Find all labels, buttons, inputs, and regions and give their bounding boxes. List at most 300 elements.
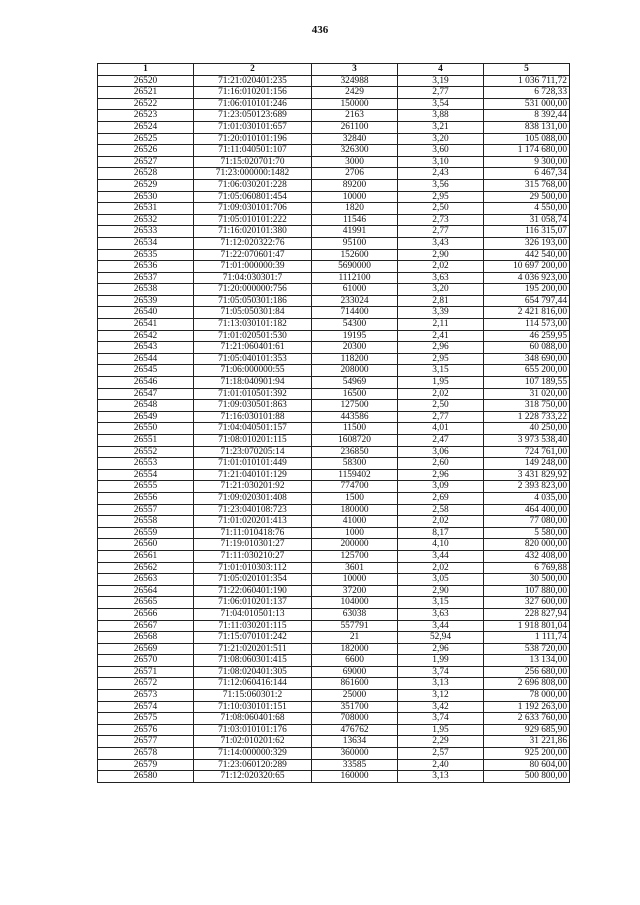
table-row: [98, 272, 570, 284]
cell-col-2: 71:08:020401:305: [194, 666, 312, 678]
cell-col-3: 54300: [312, 319, 398, 331]
cell-col-4: 8,17: [398, 527, 484, 539]
data-table: [97, 63, 570, 783]
cell-col-4: 2,95: [398, 191, 484, 203]
cell-col-5: 149 248,00: [484, 458, 570, 470]
cell-col-3: 5690000: [312, 261, 398, 273]
cell-col-4: 2,11: [398, 319, 484, 331]
cell-col-1: 26528: [98, 168, 194, 180]
cell-col-5: 820 000,00: [484, 539, 570, 551]
cell-col-4: 3,60: [398, 145, 484, 157]
page-number: 436: [311, 24, 329, 36]
cell-col-4: 2,95: [398, 353, 484, 365]
cell-col-1: 26548: [98, 400, 194, 412]
cell-col-2: 71:11:030201:115: [194, 620, 312, 632]
cell-col-5: 3 973 538,40: [484, 435, 570, 447]
cell-col-4: 3,21: [398, 121, 484, 133]
cell-col-5: 318 750,00: [484, 400, 570, 412]
cell-col-2: 71:01:010101:449: [194, 458, 312, 470]
cell-col-1: 26572: [98, 678, 194, 690]
cell-col-2: 71:05:020101:354: [194, 574, 312, 586]
cell-col-4: 2,41: [398, 330, 484, 342]
cell-col-3: 69000: [312, 666, 398, 678]
cell-col-4: 3,63: [398, 272, 484, 284]
cell-col-1: 26542: [98, 330, 194, 342]
cell-col-1: 26575: [98, 713, 194, 725]
table-row: [98, 539, 570, 551]
cell-col-3: 41991: [312, 226, 398, 238]
table-row: [98, 771, 570, 783]
cell-col-4: 3,39: [398, 307, 484, 319]
cell-col-5: 114 573,00: [484, 319, 570, 331]
cell-col-5: 2 393 823,00: [484, 481, 570, 493]
header-row: [98, 64, 570, 76]
cell-col-1: 26549: [98, 411, 194, 423]
cell-col-1: 26531: [98, 203, 194, 215]
cell-col-4: 2,47: [398, 435, 484, 447]
cell-col-2: 71:12:020320:65: [194, 771, 312, 783]
cell-col-1: 26559: [98, 527, 194, 539]
cell-col-1: 26566: [98, 608, 194, 620]
cell-col-3: 11546: [312, 214, 398, 226]
cell-col-4: 3,12: [398, 690, 484, 702]
cell-col-4: 3,54: [398, 98, 484, 110]
cell-col-2: 71:11:010418:76: [194, 527, 312, 539]
table-row: [98, 133, 570, 145]
cell-col-3: 118200: [312, 353, 398, 365]
cell-col-4: 3,13: [398, 678, 484, 690]
cell-col-2: 71:12:020322:76: [194, 237, 312, 249]
cell-col-5: 29 500,00: [484, 191, 570, 203]
cell-col-5: 107 189,55: [484, 377, 570, 389]
cell-col-2: 71:23:060120:289: [194, 759, 312, 771]
cell-col-5: 1 918 801,04: [484, 620, 570, 632]
cell-col-2: 71:21:030201:92: [194, 481, 312, 493]
cell-col-4: 3,13: [398, 771, 484, 783]
cell-col-2: 71:21:060401:61: [194, 342, 312, 354]
cell-col-2: 71:18:040901:94: [194, 377, 312, 389]
cell-col-2: 71:03:010101:176: [194, 724, 312, 736]
cell-col-4: 3,43: [398, 237, 484, 249]
table-row: [98, 527, 570, 539]
column-header-4: 4: [398, 64, 484, 76]
cell-col-5: 4 035,00: [484, 492, 570, 504]
cell-col-3: 2163: [312, 110, 398, 122]
cell-col-3: 54969: [312, 377, 398, 389]
cell-col-1: 26574: [98, 701, 194, 713]
cell-col-1: 26545: [98, 365, 194, 377]
cell-col-1: 26564: [98, 585, 194, 597]
table-row: [98, 87, 570, 99]
table-row: [98, 226, 570, 238]
cell-col-5: 78 000,00: [484, 690, 570, 702]
cell-col-3: 708000: [312, 713, 398, 725]
cell-col-3: 326300: [312, 145, 398, 157]
table-row: [98, 145, 570, 157]
cell-col-5: 5 580,00: [484, 527, 570, 539]
cell-col-3: 774700: [312, 481, 398, 493]
table-row: [98, 191, 570, 203]
cell-col-5: 4 550,00: [484, 203, 570, 215]
cell-col-2: 71:21:020201:511: [194, 643, 312, 655]
cell-col-4: 3,06: [398, 446, 484, 458]
cell-col-4: 1,99: [398, 655, 484, 667]
cell-col-4: 2,90: [398, 249, 484, 261]
cell-col-3: 13634: [312, 736, 398, 748]
column-header-3: 3: [312, 64, 398, 76]
cell-col-5: 538 720,00: [484, 643, 570, 655]
cell-col-5: 326 193,00: [484, 237, 570, 249]
cell-col-2: 71:05:040101:353: [194, 353, 312, 365]
cell-col-4: 3,63: [398, 608, 484, 620]
cell-col-2: 71:08:010201:115: [194, 435, 312, 447]
cell-col-5: 116 315,07: [484, 226, 570, 238]
cell-col-2: 71:06:030201:228: [194, 179, 312, 191]
cell-col-5: 13 134,00: [484, 655, 570, 667]
cell-col-1: 26551: [98, 435, 194, 447]
cell-col-2: 71:10:030101:151: [194, 701, 312, 713]
cell-col-2: 71:09:020301:408: [194, 492, 312, 504]
cell-col-1: 26522: [98, 98, 194, 110]
cell-col-5: 228 827,94: [484, 608, 570, 620]
cell-col-5: 925 200,00: [484, 748, 570, 760]
cell-col-2: 71:09:030101:706: [194, 203, 312, 215]
cell-col-5: 2 421 816,00: [484, 307, 570, 319]
cell-col-4: 3,74: [398, 713, 484, 725]
cell-col-2: 71:23:000000:1482: [194, 168, 312, 180]
cell-col-5: 60 088,00: [484, 342, 570, 354]
cell-col-4: 3,15: [398, 365, 484, 377]
table-row: [98, 597, 570, 609]
cell-col-2: 71:23:070205:14: [194, 446, 312, 458]
column-header-2: 2: [194, 64, 312, 76]
cell-col-2: 71:06:010101:246: [194, 98, 312, 110]
cell-col-3: 19195: [312, 330, 398, 342]
cell-col-5: 3 431 829,92: [484, 469, 570, 481]
cell-col-5: 838 131,00: [484, 121, 570, 133]
table-row: [98, 237, 570, 249]
cell-col-3: 11500: [312, 423, 398, 435]
cell-col-1: 26565: [98, 597, 194, 609]
cell-col-4: 2,77: [398, 87, 484, 99]
cell-col-3: 236850: [312, 446, 398, 458]
cell-col-3: 1112100: [312, 272, 398, 284]
cell-col-4: 2,43: [398, 168, 484, 180]
cell-col-3: 58300: [312, 458, 398, 470]
cell-col-2: 71:06:000000:55: [194, 365, 312, 377]
cell-col-3: 16500: [312, 388, 398, 400]
cell-col-1: 26580: [98, 771, 194, 783]
cell-col-1: 26558: [98, 516, 194, 528]
cell-col-1: 26546: [98, 377, 194, 389]
table-row: [98, 121, 570, 133]
table-row: [98, 585, 570, 597]
cell-col-3: 443586: [312, 411, 398, 423]
cell-col-5: 30 500,00: [484, 574, 570, 586]
cell-col-1: 26534: [98, 237, 194, 249]
cell-col-5: 40 250,00: [484, 423, 570, 435]
cell-col-1: 26547: [98, 388, 194, 400]
cell-col-1: 26520: [98, 75, 194, 87]
cell-col-5: 724 761,00: [484, 446, 570, 458]
cell-col-2: 71:15:070101:242: [194, 632, 312, 644]
cell-col-5: 432 408,00: [484, 550, 570, 562]
cell-col-2: 71:04:010501:13: [194, 608, 312, 620]
cell-col-1: 26556: [98, 492, 194, 504]
table-row: [98, 284, 570, 296]
cell-col-4: 2,96: [398, 469, 484, 481]
cell-col-1: 26527: [98, 156, 194, 168]
table-row: [98, 435, 570, 447]
table-row: [98, 330, 570, 342]
cell-col-1: 26577: [98, 736, 194, 748]
table-row: [98, 666, 570, 678]
cell-col-3: 714400: [312, 307, 398, 319]
table-row: [98, 353, 570, 365]
cell-col-1: 26576: [98, 724, 194, 736]
cell-col-5: 531 000,00: [484, 98, 570, 110]
table-row: [98, 75, 570, 87]
cell-col-3: 152600: [312, 249, 398, 261]
cell-col-5: 9 300,00: [484, 156, 570, 168]
cell-col-4: 4,10: [398, 539, 484, 551]
cell-col-3: 104000: [312, 597, 398, 609]
table-row: [98, 620, 570, 632]
cell-col-3: 160000: [312, 771, 398, 783]
cell-col-2: 71:15:020701:70: [194, 156, 312, 168]
table-row: [98, 388, 570, 400]
cell-col-2: 71:05:050301:186: [194, 295, 312, 307]
table-row: [98, 469, 570, 481]
cell-col-3: 208000: [312, 365, 398, 377]
cell-col-4: 2,02: [398, 388, 484, 400]
table-row: [98, 608, 570, 620]
cell-col-4: 2,81: [398, 295, 484, 307]
cell-col-4: 2,96: [398, 342, 484, 354]
cell-col-2: 71:20:010101:196: [194, 133, 312, 145]
cell-col-5: 1 036 711,72: [484, 75, 570, 87]
column-header-5: 5: [484, 64, 570, 76]
cell-col-2: 71:01:020201:413: [194, 516, 312, 528]
table-row: [98, 249, 570, 261]
cell-col-2: 71:05:050301:84: [194, 307, 312, 319]
cell-col-3: 63038: [312, 608, 398, 620]
cell-col-2: 71:23:050123:689: [194, 110, 312, 122]
cell-col-4: 3,74: [398, 666, 484, 678]
cell-col-2: 71:06:010201:137: [194, 597, 312, 609]
cell-col-3: 351700: [312, 701, 398, 713]
cell-col-3: 10000: [312, 191, 398, 203]
table-row: [98, 504, 570, 516]
cell-col-2: 71:15:060301:2: [194, 690, 312, 702]
cell-col-5: 2 696 808,00: [484, 678, 570, 690]
cell-col-1: 26578: [98, 748, 194, 760]
cell-col-3: 41000: [312, 516, 398, 528]
table-row: [98, 678, 570, 690]
cell-col-2: 71:04:040501:157: [194, 423, 312, 435]
cell-col-3: 32840: [312, 133, 398, 145]
cell-col-1: 26550: [98, 423, 194, 435]
cell-col-4: 3,44: [398, 550, 484, 562]
cell-col-5: 654 797,44: [484, 295, 570, 307]
cell-col-1: 26523: [98, 110, 194, 122]
table-row: [98, 214, 570, 226]
cell-col-3: 861600: [312, 678, 398, 690]
table-row: [98, 203, 570, 215]
cell-col-1: 26562: [98, 562, 194, 574]
cell-col-1: 26555: [98, 481, 194, 493]
cell-col-3: 1500: [312, 492, 398, 504]
cell-col-2: 71:11:040501:107: [194, 145, 312, 157]
cell-col-1: 26530: [98, 191, 194, 203]
cell-col-5: 77 080,00: [484, 516, 570, 528]
cell-col-2: 71:01:030101:657: [194, 121, 312, 133]
cell-col-3: 37200: [312, 585, 398, 597]
cell-col-2: 71:01:000000:39: [194, 261, 312, 273]
cell-col-1: 26554: [98, 469, 194, 481]
cell-col-5: 315 768,00: [484, 179, 570, 191]
cell-col-4: 3,20: [398, 133, 484, 145]
cell-col-1: 26557: [98, 504, 194, 516]
cell-col-2: 71:23:040108:723: [194, 504, 312, 516]
cell-col-3: 3000: [312, 156, 398, 168]
cell-col-2: 71:08:060401:68: [194, 713, 312, 725]
cell-col-3: 324988: [312, 75, 398, 87]
cell-col-4: 2,29: [398, 736, 484, 748]
cell-col-1: 26568: [98, 632, 194, 644]
cell-col-3: 150000: [312, 98, 398, 110]
cell-col-4: 3,56: [398, 179, 484, 191]
cell-col-4: 1,95: [398, 724, 484, 736]
cell-col-1: 26561: [98, 550, 194, 562]
cell-col-5: 1 111,74: [484, 632, 570, 644]
cell-col-3: 33585: [312, 759, 398, 771]
cell-col-2: 71:16:010201:156: [194, 87, 312, 99]
cell-col-5: 6 769,88: [484, 562, 570, 574]
cell-col-3: 476762: [312, 724, 398, 736]
cell-col-2: 71:21:020401:235: [194, 75, 312, 87]
cell-col-3: 1000: [312, 527, 398, 539]
cell-col-4: 2,50: [398, 400, 484, 412]
cell-col-3: 10000: [312, 574, 398, 586]
cell-col-4: 2,02: [398, 261, 484, 273]
cell-col-4: 1,95: [398, 377, 484, 389]
cell-col-2: 71:20:000000:756: [194, 284, 312, 296]
table-row: [98, 365, 570, 377]
cell-col-2: 71:14:000000:329: [194, 748, 312, 760]
cell-col-3: 1159402: [312, 469, 398, 481]
table-header: [98, 64, 570, 76]
cell-col-1: 26525: [98, 133, 194, 145]
cell-col-4: 3,42: [398, 701, 484, 713]
cell-col-3: 21: [312, 632, 398, 644]
cell-col-1: 26571: [98, 666, 194, 678]
cell-col-2: 71:16:030101:88: [194, 411, 312, 423]
cell-col-3: 261100: [312, 121, 398, 133]
cell-col-4: 3,20: [398, 284, 484, 296]
cell-col-4: 3,15: [398, 597, 484, 609]
table-row: [98, 516, 570, 528]
cell-col-1: 26538: [98, 284, 194, 296]
cell-col-1: 26543: [98, 342, 194, 354]
cell-col-5: 929 685,90: [484, 724, 570, 736]
cell-col-5: 8 392,44: [484, 110, 570, 122]
cell-col-4: 2,57: [398, 748, 484, 760]
table-row: [98, 156, 570, 168]
cell-col-2: 71:01:010501:392: [194, 388, 312, 400]
cell-col-5: 256 680,00: [484, 666, 570, 678]
cell-col-4: 2,90: [398, 585, 484, 597]
table-row: [98, 411, 570, 423]
cell-col-5: 105 088,00: [484, 133, 570, 145]
cell-col-3: 25000: [312, 690, 398, 702]
table-row: [98, 748, 570, 760]
table-row: [98, 307, 570, 319]
cell-col-2: 71:22:070601:47: [194, 249, 312, 261]
cell-col-2: 71:22:060401:190: [194, 585, 312, 597]
cell-col-4: 2,96: [398, 643, 484, 655]
cell-col-1: 26569: [98, 643, 194, 655]
cell-col-1: 26532: [98, 214, 194, 226]
cell-col-1: 26544: [98, 353, 194, 365]
cell-col-4: 2,60: [398, 458, 484, 470]
table-row: [98, 110, 570, 122]
column-header-1: 1: [98, 64, 194, 76]
cell-col-1: 26573: [98, 690, 194, 702]
cell-col-5: 6 467,34: [484, 168, 570, 180]
cell-col-3: 182000: [312, 643, 398, 655]
cell-col-5: 500 800,00: [484, 771, 570, 783]
table-row: [98, 643, 570, 655]
cell-col-2: 71:04:030301:7: [194, 272, 312, 284]
table-row: [98, 492, 570, 504]
cell-col-2: 71:21:040101:129: [194, 469, 312, 481]
cell-col-1: 26541: [98, 319, 194, 331]
cell-col-1: 26553: [98, 458, 194, 470]
cell-col-5: 80 604,00: [484, 759, 570, 771]
cell-col-2: 71:09:030501:863: [194, 400, 312, 412]
cell-col-3: 125700: [312, 550, 398, 562]
cell-col-1: 26552: [98, 446, 194, 458]
cell-col-5: 31 020,00: [484, 388, 570, 400]
cell-col-4: 2,40: [398, 759, 484, 771]
cell-col-1: 26570: [98, 655, 194, 667]
cell-col-4: 2,58: [398, 504, 484, 516]
cell-col-5: 464 400,00: [484, 504, 570, 516]
table-row: [98, 458, 570, 470]
cell-col-3: 2706: [312, 168, 398, 180]
cell-col-4: 3,10: [398, 156, 484, 168]
table-body: [98, 75, 570, 782]
cell-col-3: 180000: [312, 504, 398, 516]
cell-col-5: 348 690,00: [484, 353, 570, 365]
table-row: [98, 179, 570, 191]
cell-col-4: 2,02: [398, 516, 484, 528]
table-row: [98, 377, 570, 389]
cell-col-5: 6 728,33: [484, 87, 570, 99]
cell-col-3: 233024: [312, 295, 398, 307]
cell-col-3: 61000: [312, 284, 398, 296]
cell-col-2: 71:19:010301:27: [194, 539, 312, 551]
cell-col-3: 95100: [312, 237, 398, 249]
cell-col-2: 71:01:020501:530: [194, 330, 312, 342]
cell-col-1: 26521: [98, 87, 194, 99]
cell-col-5: 442 540,00: [484, 249, 570, 261]
cell-col-4: 4,01: [398, 423, 484, 435]
cell-col-5: 1 228 733,22: [484, 411, 570, 423]
table-row: [98, 713, 570, 725]
table-row: [98, 562, 570, 574]
